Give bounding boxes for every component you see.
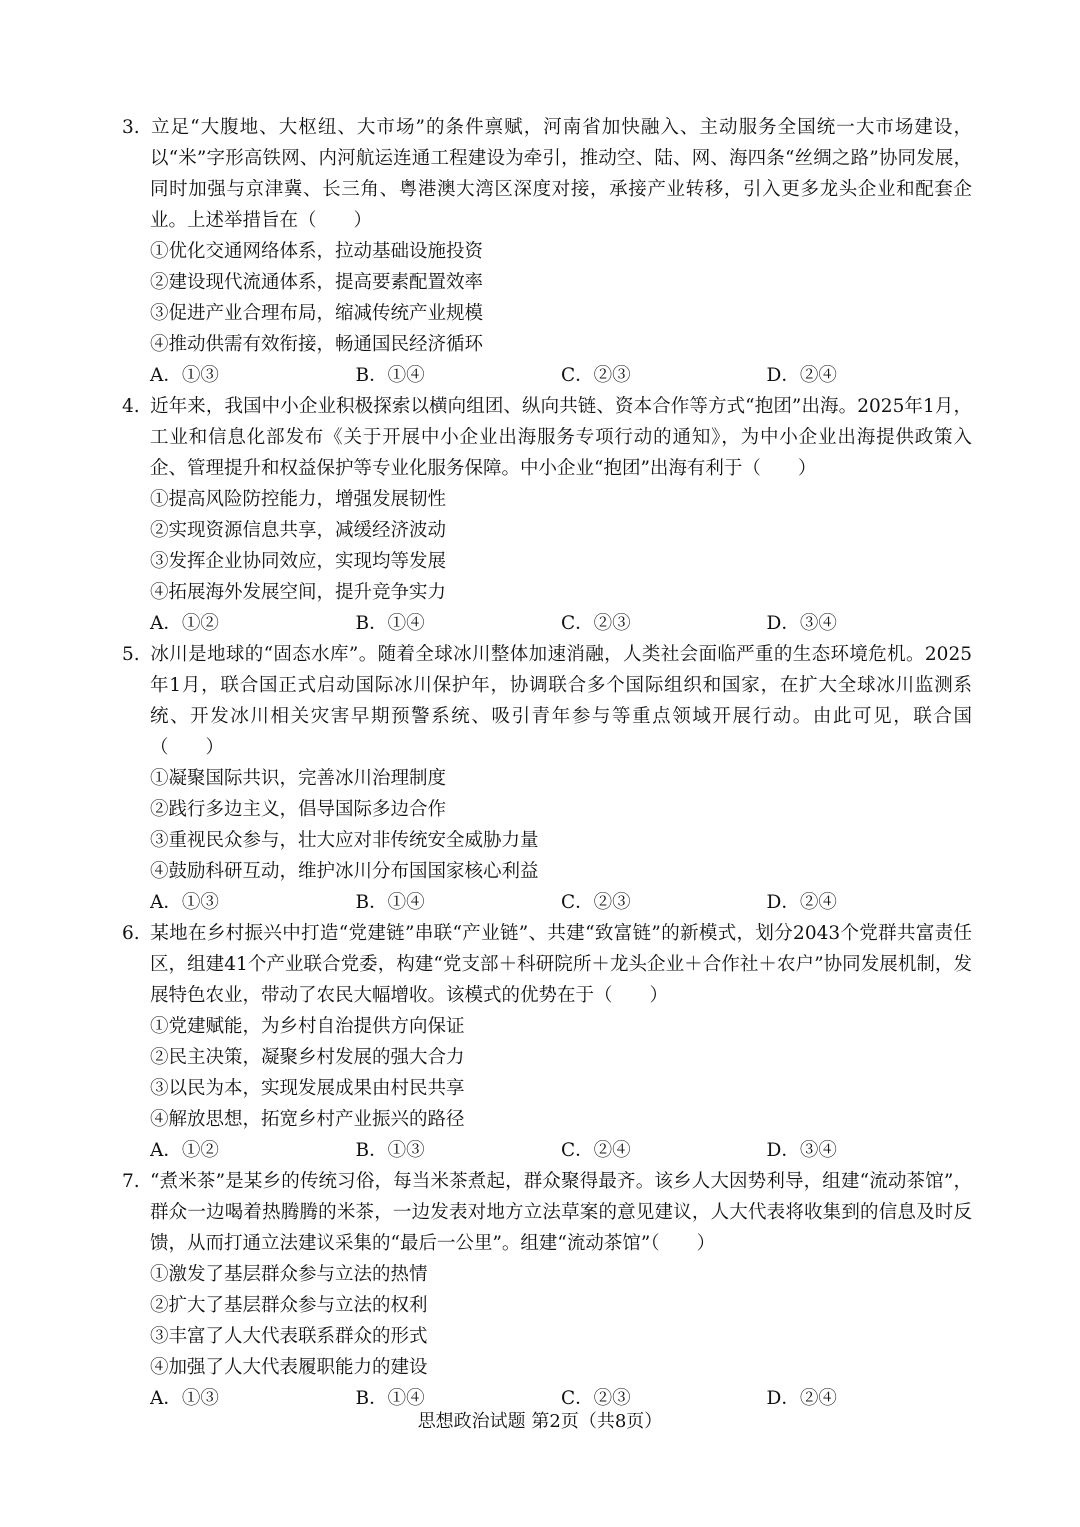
statement-item: ③以民为本，实现发展成果由村民共享	[150, 1078, 465, 1099]
answer-choice: B．①④	[355, 365, 425, 386]
answer-choice: D．③④	[766, 613, 837, 634]
statement-item: ③重视民众参与，壮大应对非传统安全威胁力量	[150, 830, 539, 851]
answer-choices	[122, 360, 972, 391]
answer-choice: A．①②	[150, 1140, 219, 1161]
answer-choices	[122, 608, 972, 639]
statement-item: ①优化交通网络体系，拉动基础设施投资	[150, 241, 484, 262]
question-number: 6.	[122, 923, 140, 944]
statement-item: ②践行多边主义，倡导国际多边合作	[150, 799, 447, 820]
statement-item: ④推动供需有效衔接，畅通国民经济循环	[150, 334, 484, 355]
statement-item: ④加强了人大代表履职能力的建设	[150, 1357, 428, 1378]
question-number: 7.	[122, 1171, 140, 1192]
answer-choice: C．②④	[561, 1140, 631, 1161]
question	[122, 918, 972, 1166]
statement-item: ②建设现代流通体系，提高要素配置效率	[150, 272, 484, 293]
answer-choice: B．①④	[355, 892, 425, 913]
answer-choice: A．①②	[150, 613, 219, 634]
statement-item: ②民主决策，凝聚乡村发展的强大合力	[150, 1047, 465, 1068]
answer-choice: C．②③	[561, 365, 631, 386]
question-stem-text: 某地在乡村振兴中打造“党建链”串联“产业链”、共建“致富链”的新模式，划分2043个党群共富责任区，组建41个产业联合党委，构建“党支部＋科研院所＋龙头企业＋合作社＋农户”协同发展机制，发展特色农业，带动了农民大幅增收。该模式的优势在于（ ）	[150, 923, 972, 1006]
answer-choice: B．①④	[355, 1388, 425, 1409]
question-stem	[122, 918, 972, 1011]
statement-item: ③发挥企业协同效应，实现均等发展	[150, 551, 447, 572]
answer-choice: D．③④	[766, 1140, 837, 1161]
question	[122, 112, 972, 391]
question	[122, 1166, 972, 1414]
statement-item: ④拓展海外发展空间，提升竞争实力	[150, 582, 447, 603]
answer-choice: D．②④	[766, 892, 837, 913]
question-list	[122, 112, 972, 1414]
statement-item: ①党建赋能，为乡村自治提供方向保证	[150, 1016, 465, 1037]
statement-item: ②扩大了基层群众参与立法的权利	[150, 1295, 428, 1316]
question-stem	[122, 391, 972, 484]
question-stem-text: 立足“大腹地、大枢纽、大市场”的条件禀赋，河南省加快融入、主动服务全国统一大市场建设，以“米”字形高铁网、内河航运连通工程建设为牵引，推动空、陆、网、海四条“丝绸之路”协同发展，同时加强与京津冀、长三角、粤港澳大湾区深度对接，承接产业转移，引入更多龙头企业和配套企业。上述举措旨在（ ）	[150, 117, 972, 231]
answer-choice: D．②④	[766, 1388, 837, 1409]
statement-item: ④鼓励科研互动，维护冰川分布国国家核心利益	[150, 861, 539, 882]
question-stem	[122, 639, 972, 763]
statement-item: ②实现资源信息共享，减缓经济波动	[150, 520, 447, 541]
question-stem	[122, 1166, 972, 1259]
statement-item: ④解放思想，拓宽乡村产业振兴的路径	[150, 1109, 465, 1130]
statement-item: ①凝聚国际共识，完善冰川治理制度	[150, 768, 447, 789]
page-footer: 思想政治试题 第2页（共8页）	[417, 1411, 663, 1432]
answer-choice: C．②③	[561, 892, 631, 913]
question-stem-text: “煮米茶”是某乡的传统习俗，每当米茶煮起，群众聚得最齐。该乡人大因势利导，组建“流动茶馆”，群众一边喝着热腾腾的米茶，一边发表对地方立法草案的意见建议，人大代表将收集到的信息及时反馈，从而打通立法建议采集的“最后一公里”。组建“流动茶馆”（ ）	[150, 1171, 972, 1254]
question	[122, 391, 972, 639]
question-number: 5.	[122, 644, 140, 665]
answer-choice: C．②③	[561, 1388, 631, 1409]
question-number: 4.	[122, 396, 140, 417]
answer-choices	[122, 1135, 972, 1166]
statement-item: ①提高风险防控能力，增强发展韧性	[150, 489, 447, 510]
answer-choice: B．①④	[355, 613, 425, 634]
answer-choice: A．①③	[150, 892, 219, 913]
question	[122, 639, 972, 918]
answer-choice: A．①③	[150, 1388, 219, 1409]
statement-item: ①激发了基层群众参与立法的热情	[150, 1264, 428, 1285]
question-number: 3.	[122, 117, 140, 138]
answer-choice: D．②④	[766, 365, 837, 386]
answer-choice: B．①③	[355, 1140, 425, 1161]
question-stem-text: 近年来，我国中小企业积极探索以横向组团、纵向共链、资本合作等方式“抱团”出海。2025年1月，工业和信息化部发布《关于开展中小企业出海服务专项行动的通知》，为中小企业出海提供政策入企、管理提升和权益保护等专业化服务保障。中小企业“抱团”出海有利于（ ）	[150, 396, 972, 479]
answer-choice: A．①③	[150, 365, 219, 386]
question-stem	[122, 112, 972, 236]
statement-item: ③丰富了人大代表联系群众的形式	[150, 1326, 428, 1347]
answer-choice: C．②③	[561, 613, 631, 634]
answer-choices	[122, 887, 972, 918]
question-stem-text: 冰川是地球的“固态水库”。随着全球冰川整体加速消融，人类社会面临严重的生态环境危机。2025年1月，联合国正式启动国际冰川保护年，协调联合多个国际组织和国家，在扩大全球冰川监测系统、开发冰川相关灾害早期预警系统、吸引青年参与等重点领域开展行动。由此可见，联合国（ ）	[150, 644, 972, 758]
statement-item: ③促进产业合理布局，缩减传统产业规模	[150, 303, 484, 324]
